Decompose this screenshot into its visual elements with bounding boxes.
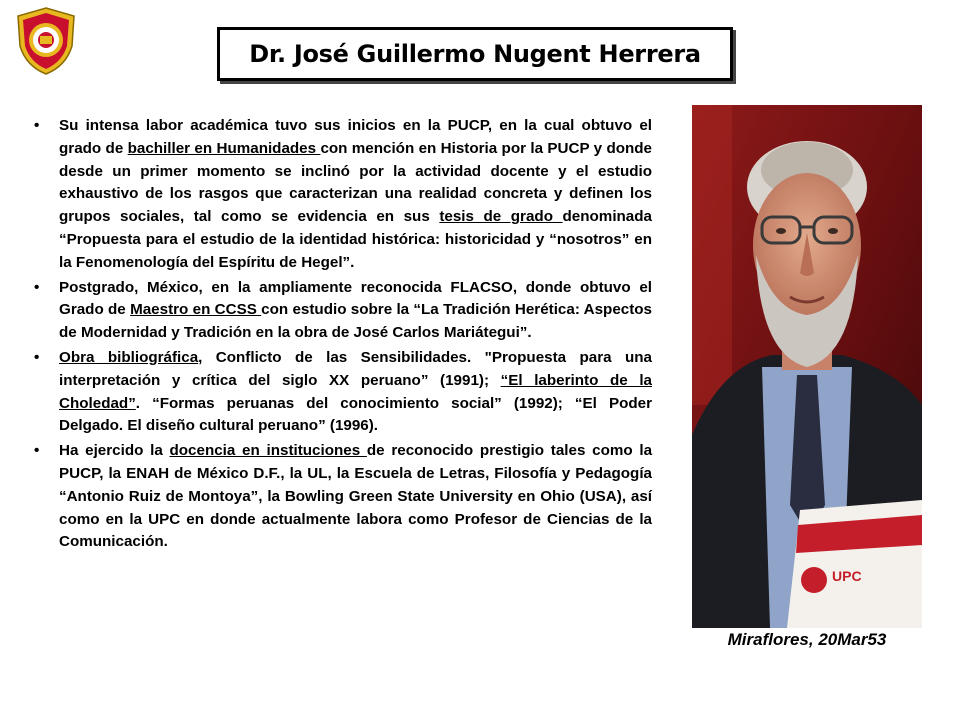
underlined-text: bachiller en Humanidades [127, 139, 321, 157]
text-span: con estudio sobre la “La Tradición Herética: Aspectos de Modernidad y Tradición en la obra de José Carlos Mariátegui”. [59, 301, 652, 342]
list-item [34, 115, 652, 275]
university-crest-logo [14, 6, 78, 76]
list-item [34, 277, 652, 345]
text-span: denominada “Propuesta para el estudio de la identidad histórica: historicidad y “nosotros” en la Fenomenología del Espíritu de Hegel”. [59, 208, 652, 271]
text-span: , Conflicto de las Sensibilidades. "Propuesta para una interpretación y crítica del siglo XX peruano” (1991); [59, 348, 652, 389]
underlined-text: docencia en instituciones [169, 442, 367, 460]
text-span: de reconocido prestigio tales como la PUCP, la ENAH de México D.F., la UL, la Escuela de Letras, Filosofía y Pedagogía “Antonio Ruiz de Montoya”, la Bowling Green State University en Ohio (USA), así como en la UPC en donde actualmente labora como Profesor de Ciencias de la Comunicación. [59, 442, 653, 551]
portrait-photo [692, 105, 922, 628]
bullet-icon: • [34, 278, 40, 296]
underlined-text: Maestro en CCSS [130, 301, 262, 319]
text-span: con mención en Historia por la PUCP y donde desde un primer momento se inclinó por la actividad docente y el estudio exhaustivo de los rasgos que caracterizan una realidad concreta y definen los grupos sociales, tal como se evidencia en sus [59, 139, 652, 226]
book-label: UPC [832, 568, 862, 584]
content-list [34, 115, 652, 556]
bullet-icon: • [34, 117, 40, 134]
underlined-text: tesis de grado [439, 208, 563, 226]
text-span: Ha ejercido la [59, 442, 170, 460]
title-box [217, 27, 733, 81]
text-span: Su intensa labor académica tuvo sus inicios en la PUCP, en la cual obtuvo el grado de [59, 117, 652, 157]
bullet-icon: • [34, 442, 40, 460]
list-item [34, 440, 652, 554]
underlined-text: “El laberinto de la Choledad” [59, 371, 653, 412]
bullet-icon: • [34, 348, 40, 366]
text-span: . “Formas peruanas del conocimiento social” (1992); “El Poder Delgado. El diseño cultural peruano” (1996). [59, 394, 652, 435]
page-title: Dr. José Guillermo Nugent Herrera [249, 40, 701, 68]
list-item [34, 347, 652, 438]
photo-caption: Miraflores, 20Mar53 [727, 630, 887, 649]
text-span: Postgrado, México, en la ampliamente reconocida FLACSO, donde obtuvo el Grado de [59, 278, 652, 319]
underlined-text: Obra bibliográfica [59, 348, 199, 366]
